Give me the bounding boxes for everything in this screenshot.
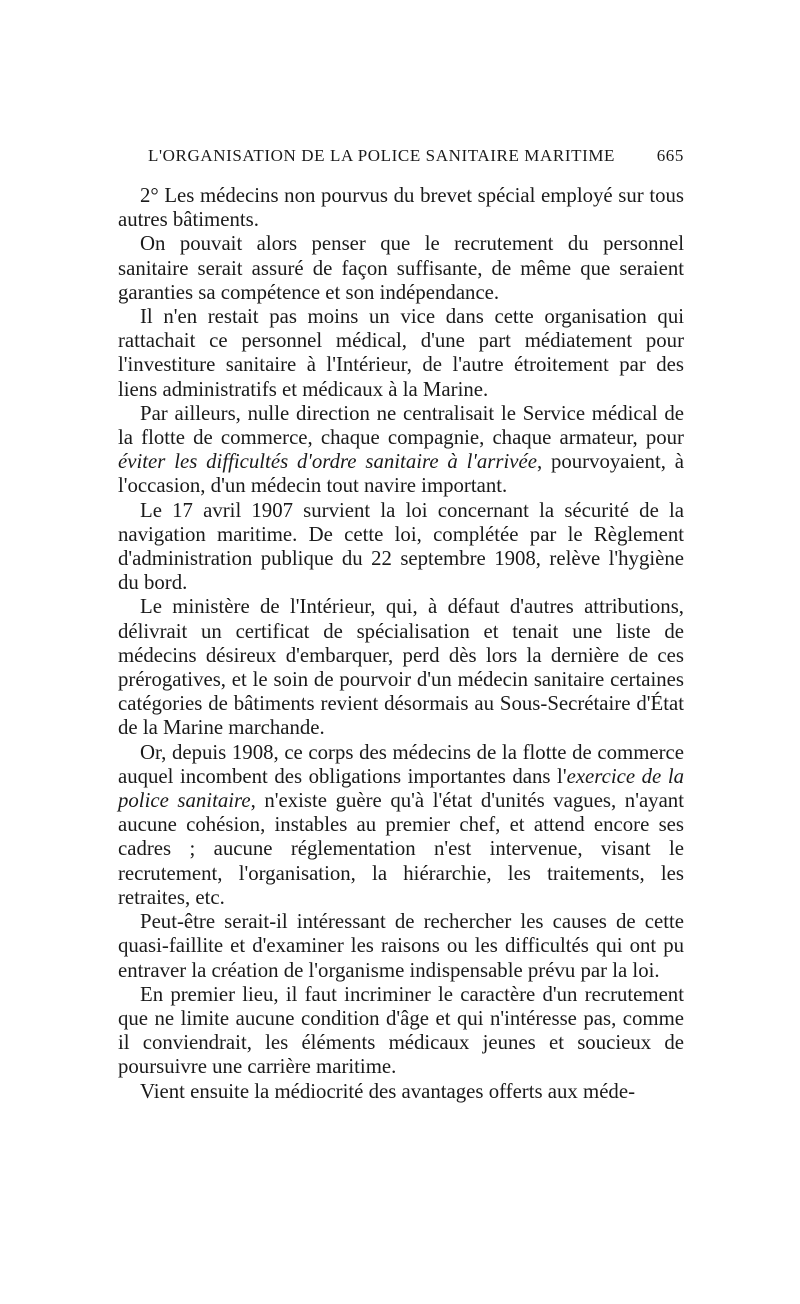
paragraph-9: [118, 983, 684, 1080]
paragraph-text: Il n'en restait pas moins un vice dans cette organisation qui rattachait ce personnel médical, d'une part médiatement pour l'investiture sanitaire à l'Intérieur, de l'autre étroitement par des liens administratifs et médicaux à la Marine.: [118, 305, 684, 401]
body-text: [118, 184, 684, 1104]
italic-phrase: exercice de la police sanitaire: [118, 764, 685, 813]
paragraph-10: [118, 1080, 684, 1104]
paragraph-text: Peut-être serait-il intéressant de rechercher les causes de cette quasi-faillite et d'examiner les raisons ou les difficultés qui ont pu entraver la création de l'organisme indispensable prévu par la loi.: [118, 910, 684, 982]
paragraph-8: [118, 910, 684, 983]
paragraph-text: Le 17 avril 1907 survient la loi concernant la sécurité de la navigation maritime. De cette loi, complétée par le Règlement d'administration publique du 22 septembre 1908, relève l'hygiène du bord.: [118, 498, 684, 595]
paragraph-text: Or, depuis 1908, ce corps des médecins de la flotte de commerce auquel incombent des obligations importantes dans l': [118, 740, 684, 788]
paragraph-text: Le ministère de l'Intérieur, qui, à défaut d'autres attributions, délivrait un certificat de spécialisation et tenait une liste de médecins désireux d'embarquer, perd dès lors la dernière de ces prérogatives, et le soin de pourvoir d'un médecin sanitaire certaines catégories de bâtiments revient désormais au Sous-Secrétaire d'État de la Marine marchande.: [118, 595, 684, 740]
paragraph-text: , n'existe guère qu'à l'état d'unités vagues, n'ayant aucune cohésion, instables au premier chef, et attend encore ses cadres ; aucune réglementation n'est intervenue, visant le recrutement, l'organisation, la hiérarchie, les traitements, les retraites, etc.: [118, 789, 684, 909]
paragraph-4: [118, 402, 684, 499]
paragraph-6: [118, 595, 684, 740]
paragraph-text: , pourvoyaient, à l'occasion, d'un médecin tout navire important.: [118, 450, 684, 498]
running-title: L'ORGANISATION DE LA POLICE SANITAIRE MARITIME: [148, 146, 616, 165]
paragraph-text: En premier lieu, il faut incriminer le caractère d'un recrutement que ne limite aucune condition d'âge et qui n'intéresse pas, comme il conviendrait, les éléments médicaux jeunes et soucieux de poursuivre une carrière maritime.: [118, 982, 684, 1079]
paragraph-3: [118, 305, 684, 402]
paragraph-text: On pouvait alors penser que le recrutement du personnel sanitaire serait assuré de façon suffisante, de même que seraient garanties sa compétence et son indépendance.: [118, 232, 684, 304]
italic-phrase: éviter les difficultés d'ordre sanitaire à l'arrivée: [118, 450, 537, 474]
paragraph-2: [118, 232, 684, 305]
paragraph-1: [118, 184, 684, 232]
paragraph-text: Par ailleurs, nulle direction ne centralisait le Service médical de la flotte de commerce, chaque compagnie, chaque armateur, pour: [118, 401, 684, 450]
paragraph-text: 2° Les médecins non pourvus du brevet spécial employé sur tous autres bâtiments.: [118, 184, 684, 232]
paragraph-text: Vient ensuite la médiocrité des avantages offerts aux méde-: [140, 1079, 635, 1103]
paragraph-5: [118, 499, 684, 596]
paragraph-7: [118, 741, 684, 910]
page-number: 665: [656, 146, 684, 165]
